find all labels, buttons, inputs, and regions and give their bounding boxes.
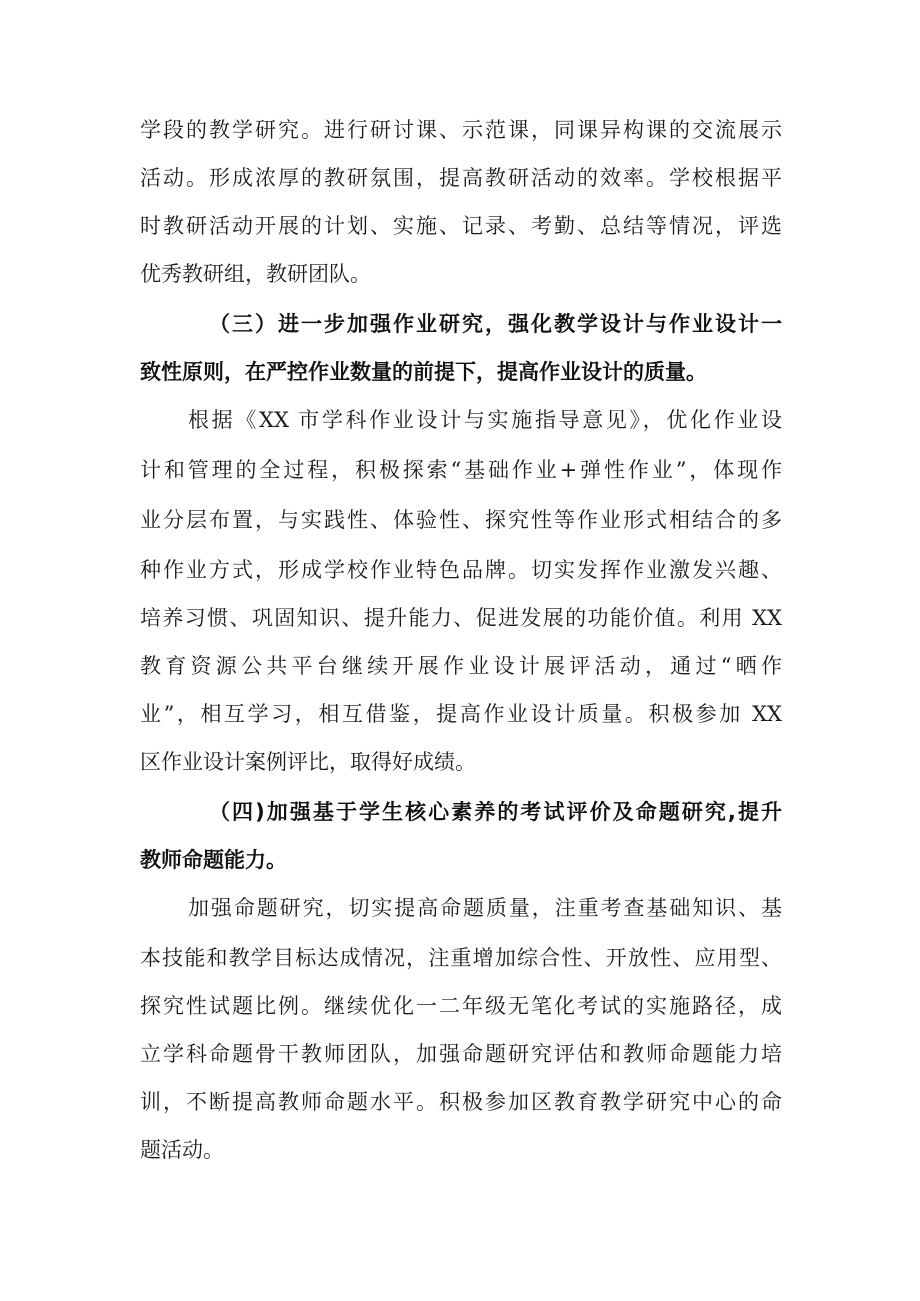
section-heading-line: 致性原则，在严控作业数量的前提下，提高作业设计的质量。 — [140, 360, 707, 384]
body-text-line: 本技能和教学目标达成情况，注重增加综合性、开放性、应用型、 — [140, 946, 782, 970]
section-heading-line: 教师命题能力。 — [140, 848, 287, 872]
body-text-line: 探究性试题比例。继续优化一二年级无笔化考试的实施路径，成 — [140, 994, 782, 1018]
body-text-line: 区作业设计案例评比，取得好成绩。 — [140, 750, 476, 774]
body-text-line: 计和管理的全过程，积极探索“基础作业+弹性作业”，体现作 — [140, 458, 782, 482]
body-text-line: 题活动。 — [140, 1138, 224, 1162]
body-text-line: 种作业方式，形成学校作业特色品牌。切实发挥作业激发兴趣、 — [140, 558, 782, 582]
body-text-line: 业”，相互学习，相互借鉴，提高作业设计质量。积极参加 XX — [140, 702, 782, 726]
body-text-line: 时教研活动开展的计划、实施、记录、考勤、总结等情况，评选 — [140, 214, 782, 238]
body-text-line: 活动。形成浓厚的教研氛围，提高教研活动的效率。学校根据平 — [140, 166, 782, 190]
body-text-line: 训，不断提高教师命题水平。积极参加区教育教学研究中心的命 — [140, 1090, 782, 1114]
body-text-line: 教育资源公共平台继续开展作业设计展评活动，通过“晒作 — [140, 654, 782, 678]
body-text-line: 业分层布置，与实践性、体验性、探究性等作业形式相结合的多 — [140, 508, 782, 532]
section-heading-line: （四)加强基于学生核心素养的考试评价及命题研究,提升 — [209, 800, 782, 824]
body-text-line: 优秀教研组，教研团队。 — [140, 262, 371, 286]
body-text-line: 立学科命题骨干教师团队，加强命题研究评估和教师命题能力培 — [140, 1042, 782, 1066]
section-heading-line: （三）进一步加强作业研究，强化教学设计与作业设计一 — [209, 312, 782, 336]
body-text-line: 加强命题研究，切实提高命题质量，注重考查基础知识、基 — [188, 896, 782, 920]
body-text-line: 培养习惯、巩固知识、提升能力、促进发展的功能价值。利用 XX — [140, 606, 782, 630]
body-text-line: 根据《XX 市学科作业设计与实施指导意见》，优化作业设 — [188, 408, 782, 432]
body-text-line: 学段的教学研究。进行研讨课、示范课，同课异构课的交流展示 — [140, 118, 782, 142]
